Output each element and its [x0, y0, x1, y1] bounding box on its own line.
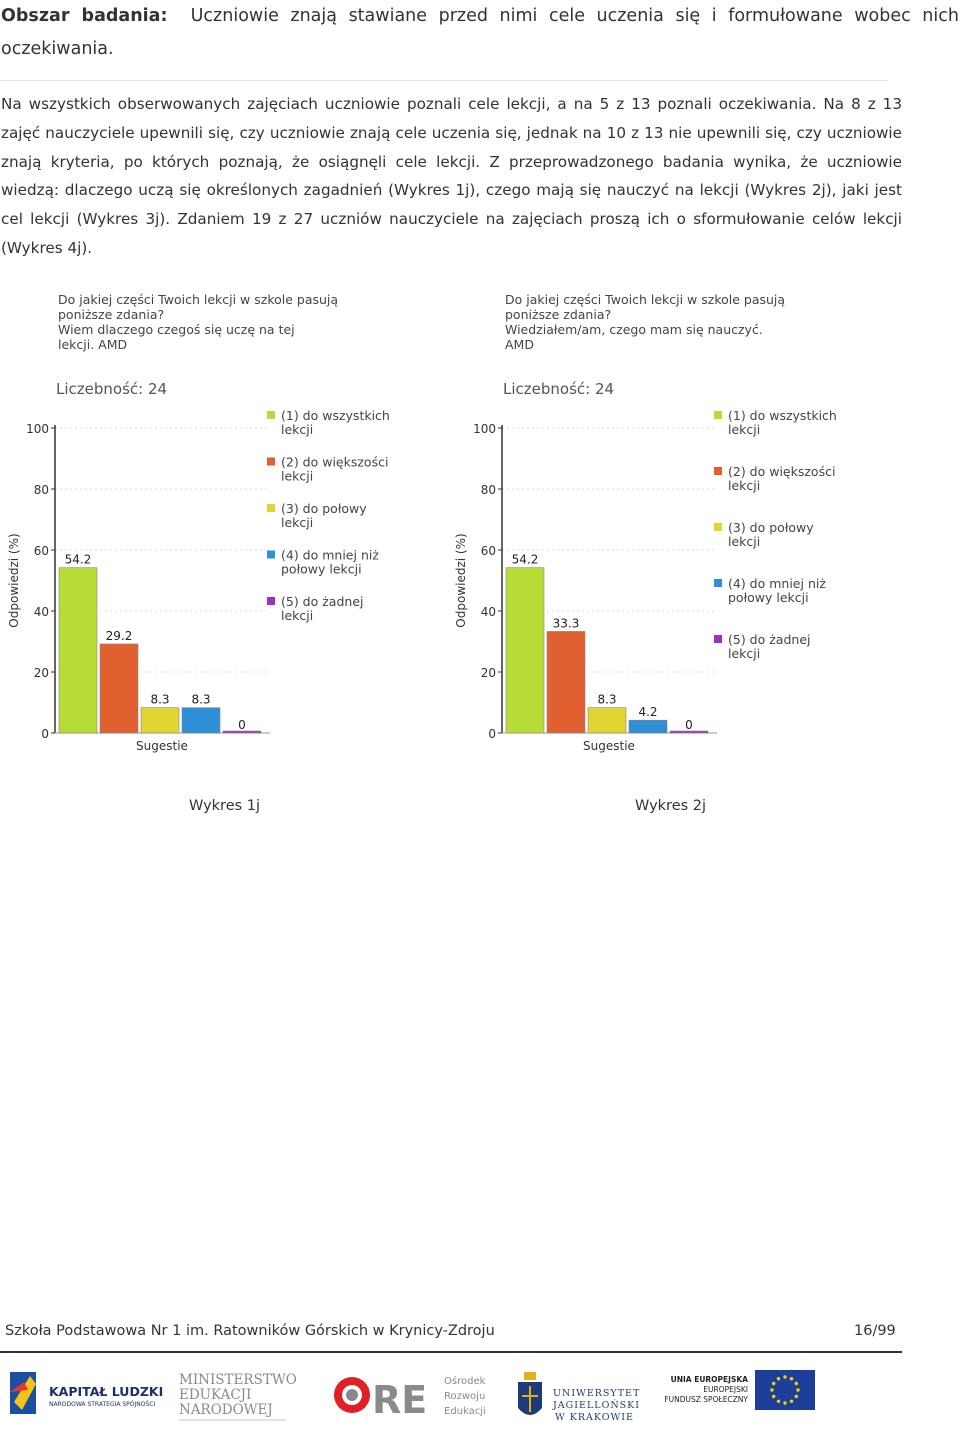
men-line-2: EDUKACJI — [179, 1387, 252, 1403]
chart-1j-legend-label: lekcji — [281, 468, 314, 484]
chart-1j-y-axis-label: Odpowiedzi (%) — [7, 533, 21, 628]
chart-2j-legend-label: (1) do wszystkich — [728, 408, 837, 423]
ore-line-3: Edukacji — [444, 1406, 486, 1417]
chart-2j-title-line: Do jakiej części Twoich lekcji w szkole pasują — [505, 292, 786, 307]
chart-1j-y-tick-label: 60 — [33, 544, 49, 558]
chart-1j-legend-label: (2) do większości — [281, 454, 389, 470]
chart-2j-legend-label: lekcji — [728, 646, 761, 661]
chart-2j-legend-label: (2) do większości — [728, 464, 836, 479]
chart-2j-legend-label: (5) do żadnej — [728, 632, 811, 647]
footer-school-name: Szkoła Podstawowa Nr 1 im. Ratowników Górskich w Krynicy-Zdroju — [5, 1323, 495, 1339]
uj-line-3: W KRAKOWIE — [555, 1412, 634, 1423]
chart-1j-bar — [182, 708, 220, 733]
chart-1j-x-axis-label: Sugestie — [136, 739, 188, 753]
chart-1j-title-line: poniższe zdania? — [58, 307, 165, 322]
eu-star — [777, 1400, 780, 1403]
chart-2j-y-tick-label: 40 — [480, 605, 496, 619]
chart-1j-count-label: Liczebność: 24 — [56, 380, 168, 398]
chart-1j-legend-label: (3) do połowy — [281, 501, 367, 516]
chart-1j — [0, 285, 440, 765]
chart-1j-legend-label: połowy lekcji — [281, 561, 362, 577]
ore-line-1: Ośrodek — [444, 1376, 486, 1387]
eu-star — [772, 1382, 775, 1385]
chart-2j-bar — [629, 720, 667, 733]
chart-2j-legend-label: (4) do mniej niż — [728, 576, 826, 591]
chart-1j-bar — [59, 568, 97, 733]
ore-logo — [334, 1375, 486, 1422]
chart-1j-legend-label: lekcji — [281, 608, 314, 623]
footer-divider — [0, 1351, 902, 1353]
chart-2j-legend-swatch — [714, 411, 722, 419]
chart-1j-legend-swatch — [267, 458, 275, 466]
chart-2j-legend-swatch — [714, 579, 722, 587]
eu-star — [795, 1395, 798, 1398]
chart-1j-y-tick-label: 100 — [26, 422, 49, 436]
chart-1j-legend-label: lekcji — [281, 515, 314, 530]
chart-2j-y-tick-label: 60 — [480, 544, 496, 558]
uj-line-2: JAGIELLOŃSKI — [553, 1400, 641, 1411]
chart-2j-bar — [588, 708, 626, 733]
chart-1j-y-tick-label: 0 — [41, 727, 49, 741]
chart-2j-legend-label: połowy lekcji — [728, 590, 809, 605]
kl-subtitle: NARODOWA STRATEGIA SPÓJNOŚCI — [49, 1401, 156, 1408]
eu-star — [790, 1377, 793, 1380]
chart-1j-bar — [100, 644, 138, 733]
chart-2j-x-axis-label: Sugestie — [583, 739, 635, 753]
chart-1j-legend-label: lekcji — [281, 422, 314, 437]
men-line-3: NARODOWEJ — [179, 1402, 273, 1418]
summary-paragraph: Na wszystkich obserwowanych zajęciach uczniowie poznali cele lekcji, a na 5 z 13 poznali oczekiwania. Na 8 z 13 zajęć nauczyciele upewnili się, czy uczniowie znają cele uczenia się, jednak na 10 z 13 nie upewnili się, czy uczniowie znają kryteria, po których poznają, że osiągnęli cele lekcji. Z przeprowadzonego badania wynika, że uczniowie wiedzą: dlaczego uczą się określonych zagadnień (Wykres 1j), czego mają się nauczyć na lekcji (Wykres 2j), jaki jest cel lekcji (Wykres 3j). Zdaniem 19 z 27 uczniów nauczyciele na zajęciach proszą ich o sformułowanie celów lekcji (Wykres 4j). — [1, 95, 902, 257]
chart-1j-title-line: lekcji. AMD — [58, 337, 128, 352]
chart-2j-bar — [547, 631, 585, 733]
chart-1j-legend-label: (1) do wszystkich — [281, 408, 390, 423]
eu-star — [770, 1388, 773, 1391]
chart-1j-legend-swatch — [267, 551, 275, 559]
divider — [0, 80, 888, 81]
chart-2j-legend-label: lekcji — [728, 534, 761, 549]
chart-2j-bar-value-label: 54.2 — [511, 552, 539, 567]
chart-2j-y-axis-label: Odpowiedzi (%) — [454, 533, 468, 628]
chart-2j-title-line: Wiedziałem/am, czego mam się nauczyć. — [505, 322, 763, 337]
uj-line-1: UNIWERSYTET — [553, 1388, 641, 1399]
area-heading-text: Uczniowie znają stawiane przed nimi cele uczenia się i formułowane wobec nich oczekiwania. — [1, 6, 959, 59]
chart-2j-title-line: AMD — [505, 337, 534, 352]
chart-1j-bar — [141, 708, 179, 733]
chart-2j-bar-value-label: 8.3 — [597, 692, 617, 707]
chart-2j-y-tick-label: 100 — [473, 422, 496, 436]
chart-2j-bar-value-label: 33.3 — [552, 616, 580, 631]
chart-2j-legend-swatch — [714, 523, 722, 531]
chart-1j-bar-value-label: 8.3 — [150, 692, 170, 707]
chart-2j-bar-value-label: 4.2 — [638, 705, 658, 720]
chart-1j-title-line: Do jakiej części Twoich lekcji w szkole pasują — [58, 292, 339, 307]
chart-2j-legend-label: (3) do połowy — [728, 520, 814, 535]
chart-2j-count-label: Liczebność: 24 — [503, 380, 615, 398]
chart-1j-legend-swatch — [267, 504, 275, 512]
chart-2j — [447, 285, 887, 765]
ue-line-1: UNIA EUROPEJSKA — [670, 1375, 748, 1384]
chart-2j-title-line: poniższe zdania? — [505, 307, 612, 322]
eu-star — [772, 1395, 775, 1398]
chart-2j-bar-value-label: 0 — [685, 718, 693, 732]
eu-star — [777, 1377, 780, 1380]
ue-line-2: EUROPEJSKI — [703, 1385, 748, 1394]
eu-logo — [664, 1370, 815, 1410]
eu-star — [790, 1400, 793, 1403]
chart-1j-y-tick-label: 20 — [33, 666, 49, 680]
area-heading — [1, 0, 959, 66]
chart-1j-bar-value-label: 29.2 — [105, 628, 133, 643]
chart-2j-bar — [506, 568, 544, 733]
chart-1j-legend-swatch — [267, 411, 275, 419]
chart-1j-title-line: Wiem dlaczego czegoś się uczę na tej — [58, 322, 295, 337]
chart-1j-y-tick-label: 80 — [33, 483, 49, 497]
eu-star — [795, 1382, 798, 1385]
partner-logos — [0, 1362, 960, 1432]
footer-page-number: 16/99 — [854, 1323, 896, 1339]
men-logo — [179, 1372, 297, 1420]
chart-1j-legend-label: (4) do mniej niż — [281, 547, 379, 563]
eu-star — [796, 1388, 799, 1391]
chart-2j-y-tick-label: 80 — [480, 483, 496, 497]
area-heading-label: Obszar badania: — [1, 6, 168, 26]
chart-1j-svg — [0, 285, 440, 765]
eu-star — [783, 1375, 786, 1378]
kapital-ludzki-logo — [10, 1372, 163, 1414]
ue-line-3: FUNDUSZ SPOŁECZNY — [664, 1395, 748, 1404]
men-line-1: MINISTERSTWO — [179, 1372, 297, 1388]
uj-logo — [518, 1372, 640, 1423]
chart-1j-bar-value-label: 8.3 — [191, 692, 211, 707]
chart-2j-svg — [447, 285, 887, 765]
chart-1j-y-tick-label: 40 — [33, 605, 49, 619]
eu-star — [783, 1401, 786, 1404]
ore-wordmark: RE — [372, 1378, 428, 1422]
chart-2j-y-tick-label: 0 — [488, 727, 496, 741]
chart-1j-legend-label: (5) do żadnej — [281, 594, 364, 609]
chart-2j-caption: Wykres 2j — [635, 798, 707, 814]
chart-2j-legend-label: lekcji — [728, 478, 761, 493]
ore-line-2: Rozwoju — [444, 1391, 486, 1402]
chart-2j-legend-swatch — [714, 635, 722, 643]
chart-2j-legend-label: lekcji — [728, 422, 761, 437]
chart-1j-bar-value-label: 0 — [238, 718, 246, 732]
chart-2j-legend-swatch — [714, 467, 722, 475]
chart-2j-y-tick-label: 20 — [480, 666, 496, 680]
chart-1j-bar-value-label: 54.2 — [64, 552, 92, 567]
chart-1j-caption: Wykres 1j — [189, 798, 261, 814]
chart-1j-legend-swatch — [267, 597, 275, 605]
kl-title: KAPITAŁ LUDZKI — [49, 1384, 164, 1399]
